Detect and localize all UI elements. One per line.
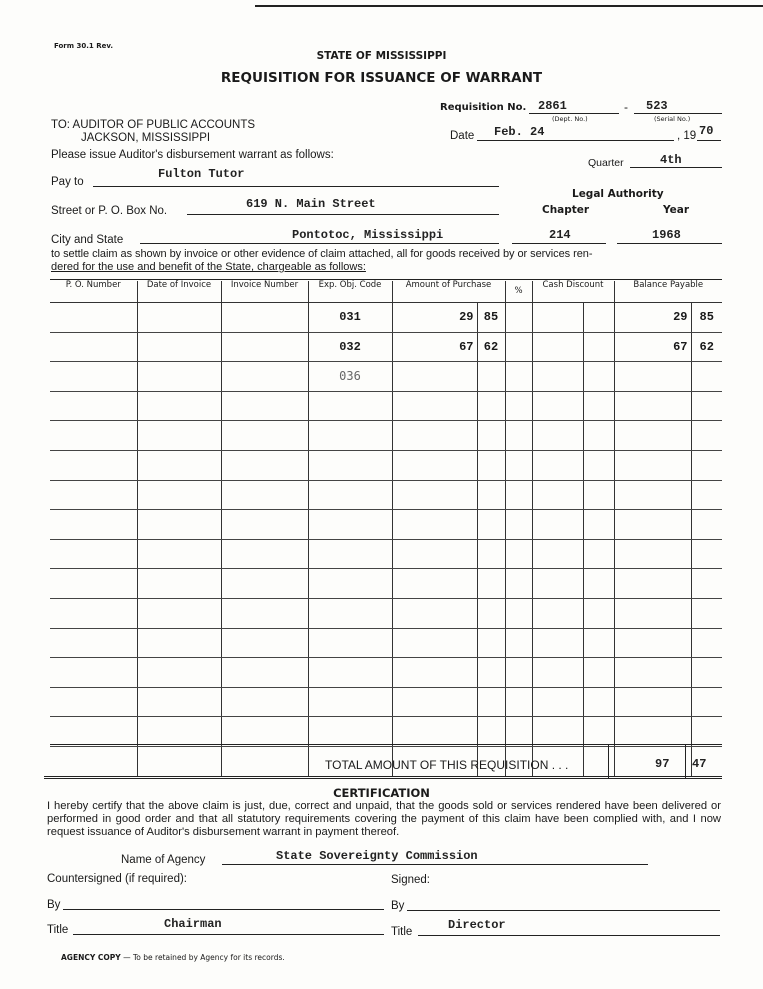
header-balance: Balance Payable (614, 281, 722, 303)
table-row (50, 450, 722, 480)
year-authority-label: Year (663, 204, 690, 216)
table-row (50, 628, 722, 658)
year-value: 70 (699, 124, 714, 138)
dept-no-line (529, 113, 619, 114)
table-row (50, 480, 722, 510)
year-prefix: , 19 (677, 130, 697, 142)
city-label: City and State (51, 234, 124, 246)
left-by-label: By (47, 899, 61, 911)
total-label: TOTAL AMOUNT OF THIS REQUISITION . . . (325, 758, 569, 772)
header-pct: % (505, 281, 532, 303)
total-double-rule (44, 776, 722, 779)
amount-cents: 85 (477, 303, 505, 333)
right-by-line (407, 910, 720, 911)
claim-text-line2: dered for the use and benefit of the State, chargeable as follows: (51, 261, 366, 273)
exp-code: 036 (308, 362, 392, 392)
pay-to-label: Pay to (51, 176, 84, 188)
date-label: Date (450, 130, 475, 142)
serial-caption: (Serial No.) (654, 115, 691, 123)
top-edge-line (255, 5, 763, 7)
certification-heading: CERTIFICATION (333, 786, 430, 800)
agency-copy-label: AGENCY COPY (61, 953, 121, 962)
serial-no-value: 523 (646, 99, 668, 113)
requisition-label: Requisition No. (440, 102, 527, 113)
agency-copy-note: — To be retained by Agency for its records. (123, 953, 285, 962)
balance-cents: 62 (691, 332, 722, 362)
balance-cents: 85 (691, 303, 722, 333)
legal-authority-heading: Legal Authority (572, 188, 664, 200)
left-by-line (63, 909, 384, 910)
table-row (50, 687, 722, 717)
authority-year-line (617, 243, 722, 244)
balance-dollars: 29 (614, 303, 691, 333)
amount-cents: 62 (477, 332, 505, 362)
header-cash: Cash Discount (532, 281, 614, 303)
exp-code: 032 (308, 332, 392, 362)
certification-text: I hereby certify that the above claim is just, due, correct and unpaid, that the goods sold or services rendered have been delivered or performed in good order and that all statutory requirements covering the payment of this claim have been complied with, and I now request issuance of Auditor's disbursement warrant in payment thereof. (47, 800, 721, 838)
instruction: Please issue Auditor's disbursement warrant as follows: (51, 149, 334, 161)
right-title-line (418, 935, 720, 936)
footer-note (61, 953, 285, 962)
right-title-value: Director (448, 918, 506, 932)
right-title-label: Title (391, 926, 413, 938)
city-value: Pontotoc, Mississippi (292, 228, 444, 242)
quarter-value: 4th (660, 153, 682, 167)
total-row-rule (50, 744, 722, 745)
date-value: Feb. 24 (494, 125, 545, 139)
state-heading: STATE OF MISSISSIPPI (316, 50, 447, 62)
table-row (50, 510, 722, 540)
left-title-line (73, 934, 384, 935)
total-cents: 47 (692, 757, 707, 771)
header-invoice: Invoice Number (221, 281, 308, 303)
table-header-row (50, 281, 722, 303)
header-amount: Amount of Purchase (392, 281, 505, 303)
street-line (187, 214, 499, 215)
serial-no-line (634, 113, 722, 114)
table-row (50, 421, 722, 451)
agency-value: State Sovereignty Commission (276, 849, 478, 863)
claim-text-line1: to settle claim as shown by invoice or other evidence of claim attached, all for goods received by or services ren- (51, 248, 593, 260)
line-items-table (50, 281, 722, 776)
header-date: Date of Invoice (137, 281, 221, 303)
exp-code: 031 (308, 303, 392, 333)
right-by-label: By (391, 900, 405, 912)
left-title-value: Chairman (164, 917, 222, 931)
year-line (697, 140, 721, 141)
street-value: 619 N. Main Street (246, 197, 376, 211)
countersigned-label: Countersigned (if required): (47, 873, 187, 885)
date-line (477, 140, 674, 141)
total-dollars: 97 (655, 757, 670, 771)
pay-to-line (93, 186, 499, 187)
table-row (50, 658, 722, 688)
dept-caption: (Dept. No.) (552, 115, 588, 123)
quarter-line (630, 167, 722, 168)
header-exp: Exp. Obj. Code (308, 281, 392, 303)
to-line1: TO: AUDITOR OF PUBLIC ACCOUNTS (51, 119, 256, 131)
agency-label: Name of Agency (121, 854, 206, 866)
table-row (50, 362, 722, 392)
page-title: REQUISITION FOR ISSUANCE OF WARRANT (220, 70, 543, 86)
table-row (50, 598, 722, 628)
table-row (50, 569, 722, 599)
table-row (50, 303, 722, 333)
form-number: Form 30.1 Rev. (54, 42, 113, 50)
header-po: P. O. Number (50, 281, 137, 303)
table-row (50, 332, 722, 362)
dept-no-value: 2861 (538, 99, 567, 113)
street-label: Street or P. O. Box No. (51, 205, 168, 217)
table-row (50, 539, 722, 569)
agency-line (222, 864, 648, 865)
to-line2: JACKSON, MISSISSIPPI (81, 132, 211, 144)
city-line (140, 243, 499, 244)
signed-label: Signed: (391, 874, 431, 886)
amount-dollars: 67 (392, 332, 477, 362)
total-box-mid (685, 744, 686, 778)
table-row (50, 391, 722, 421)
pay-to-value: Fulton Tutor (158, 167, 245, 181)
left-title-label: Title (47, 924, 69, 936)
chapter-line (512, 243, 606, 244)
chapter-label: Chapter (542, 204, 590, 216)
chapter-value: 214 (549, 228, 571, 242)
quarter-label: Quarter (588, 157, 624, 169)
total-box-left (608, 744, 609, 778)
authority-year-value: 1968 (652, 228, 681, 242)
dash: - (624, 100, 628, 114)
table-row (50, 717, 722, 747)
balance-dollars: 67 (614, 332, 691, 362)
amount-dollars: 29 (392, 303, 477, 333)
